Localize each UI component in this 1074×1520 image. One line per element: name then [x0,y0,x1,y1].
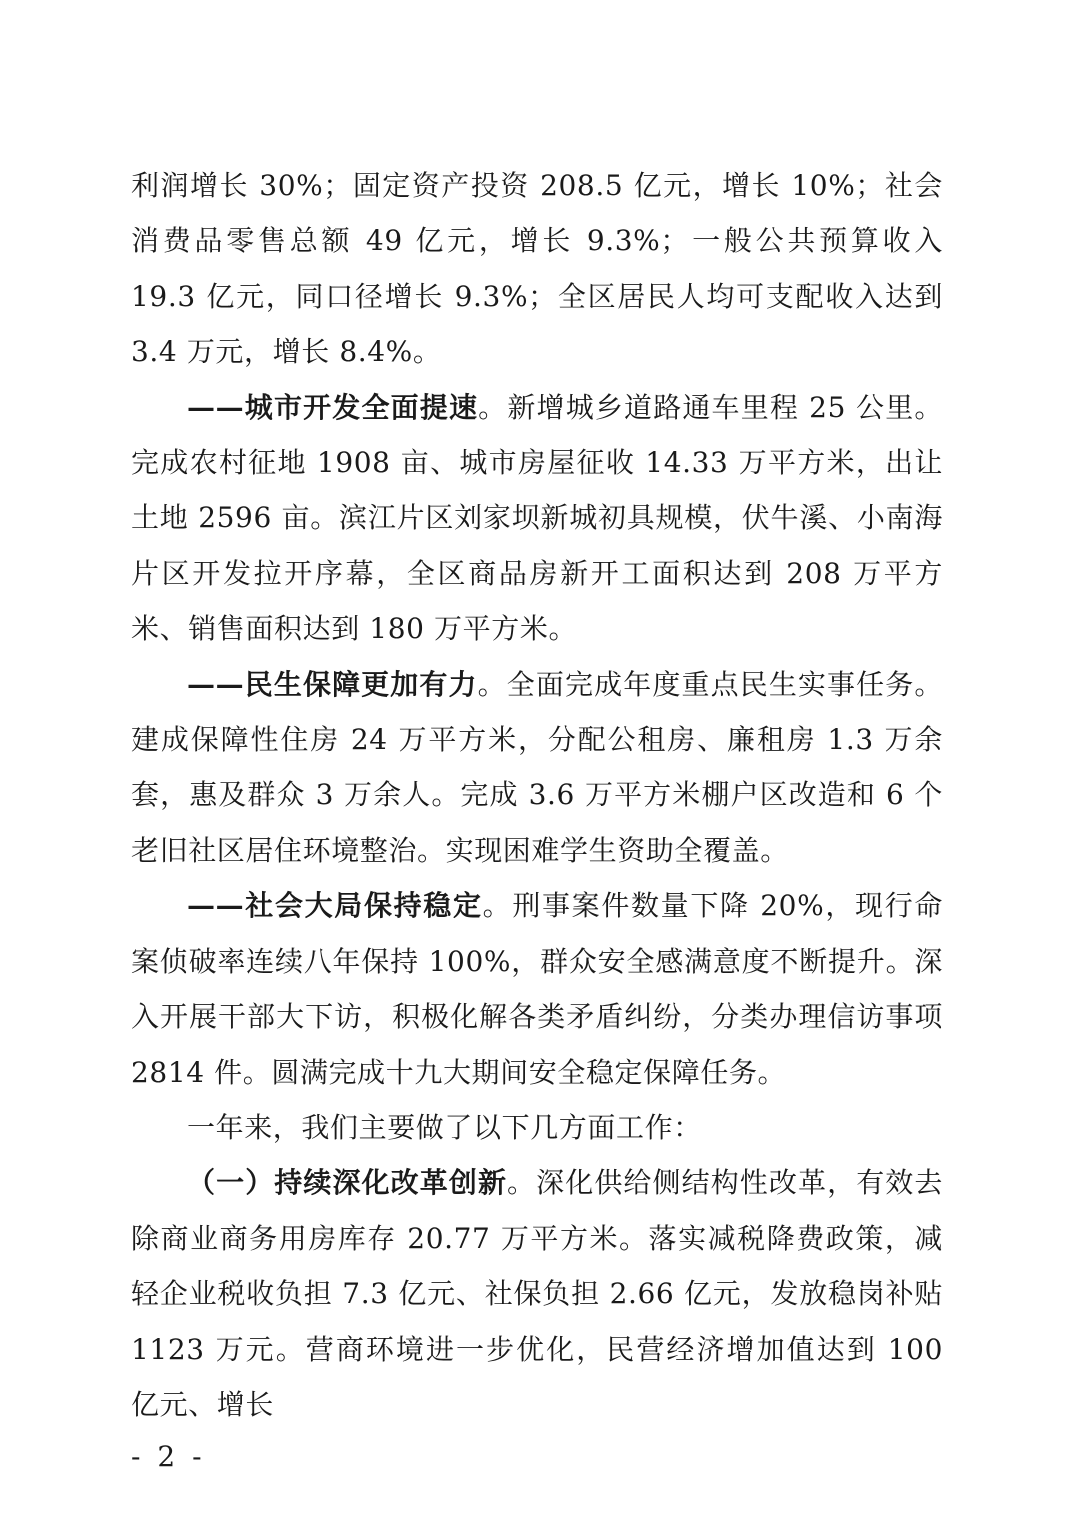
paragraph-heading: ——社会大局保持稳定 [187,889,483,923]
paragraph-economic-indicators [131,158,943,380]
paragraph-heading: ——城市开发全面提速 [187,390,479,424]
paragraph-text: 。刑事案件数量下降 20%，现行命案侦破率连续八年保持 100%，群众安全感满意度不断提升。深入开展干部大下访，积极化解各类矛盾纠纷，分类办理信访事项 2814 件。圆满完成十九大期间安全稳定保障任务。 [131,889,943,1089]
paragraph-text: 。全面完成年度重点民生实事任务。建成保障性住房 24 万平方米，分配公租房、廉租房 1.3 万余套，惠及群众 3 万余人。完成 3.6 万平方米棚户区改造和 6 个老旧社区居住环境整治。实现困难学生资助全覆盖。 [131,667,943,867]
paragraph-heading: （一）持续深化改革创新 [187,1166,508,1200]
paragraph-urban-development [131,380,943,657]
paragraph-heading: ——民生保障更加有力 [187,667,478,701]
document-body [131,158,943,1432]
paragraph-reform-innovation [131,1155,943,1432]
paragraph-text: 。新增城乡道路通车里程 25 公里。完成农村征地 1908 亩、城市房屋征收 14.33 万平方米，出让土地 2596 亩。滨江片区刘家坝新城初具规模，伏牛溪、小南海片区开发拉开序幕，全区商品房新开工面积达到 208 万平方米、销售面积达到 180 万平方米。 [131,390,943,646]
paragraph-text: 。深化供给侧结构性改革，有效去除商业商务用房库存 20.77 万平方米。落实减税降费政策，减轻企业税收负担 7.3 亿元、社保负担 2.66 亿元，发放稳岗补贴 1123 万元。营商环境进一步优化，民营经济增加值达到 100 亿元、增长 [131,1166,943,1421]
page-number: - 2 - [131,1440,206,1473]
paragraph-livelihood [131,657,943,879]
paragraph-work-intro [131,1100,943,1155]
paragraph-text: 利润增长 30%；固定资产投资 208.5 亿元，增长 10%；社会消费品零售总额 49 亿元，增长 9.3%；一般公共预算收入 19.3 亿元，同口径增长 9.3%；全区居民人均可支配收入达到 3.4 万元，增长 8.4%。 [131,169,943,369]
paragraph-social-stability [131,878,943,1100]
paragraph-text: 一年来，我们主要做了以下几方面工作： [187,1110,702,1144]
